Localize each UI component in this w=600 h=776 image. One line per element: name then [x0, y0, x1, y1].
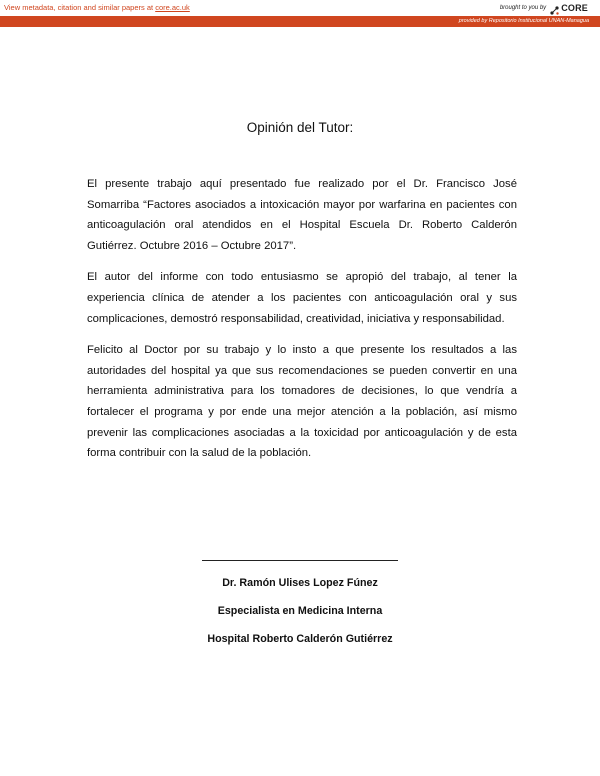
- core-logo-icon: [549, 3, 560, 14]
- page-title: Opinión del Tutor:: [246, 120, 354, 135]
- signatory-name: Dr. Ramón Ulises Lopez Fúnez: [222, 577, 378, 589]
- core-metadata-line: [4, 3, 190, 12]
- core-ac-uk-link[interactable]: core.ac.uk: [155, 3, 190, 12]
- provider-text[interactable]: provided by Repositorio Institucional UNAN-Managua: [458, 17, 589, 24]
- brought-to-you-text: brought to you by: [499, 5, 547, 11]
- signature-line: [202, 560, 398, 561]
- paragraph-1: El presente trabajo aquí presentado fue realizado por el Dr. Francisco José Somarriba “Factores asociados a intoxicación mayor por warfarina en pacientes con anticoagulación oral atendidos en el Hospital Escuela Dr. Roberto Calderón Gutiérrez. Octubre 2016 – Octubre 2017”.: [87, 178, 517, 253]
- provider-bar: [0, 16, 600, 27]
- document-body: [87, 174, 517, 475]
- signatory-role: Especialista en Medicina Interna: [217, 605, 383, 617]
- paragraph-2: El autor del informe con todo entusiasmo se apropió del trabajo, al tener la experiencia clínica de atender a los pacientes con anticoagulación oral y sus complicaciones, demostró responsabilidad, creatividad, iniciativa y responsabilidad.: [87, 271, 517, 325]
- core-banner: [0, 0, 600, 16]
- core-brought-by[interactable]: [500, 2, 588, 14]
- core-metadata-prefix: View metadata, citation and similar papers at: [4, 3, 156, 12]
- core-logo-text: CORE: [561, 3, 588, 13]
- signatory-hospital: Hospital Roberto Calderón Gutiérrez: [207, 633, 393, 645]
- paragraph-3: Felicito al Doctor por su trabajo y lo insto a que presente los resultados a las autoridades del hospital ya que sus recomendaciones se pueden convertir en una herramienta administrativa para los tomadores de decisiones, lo que vendría a fortalecer el programa y por ende una mejor atención a la población, así mismo prevenir las complicaciones asociadas a la toxicidad por anticoagulación y de esta forma contribuir con la salud de la población.: [87, 343, 517, 460]
